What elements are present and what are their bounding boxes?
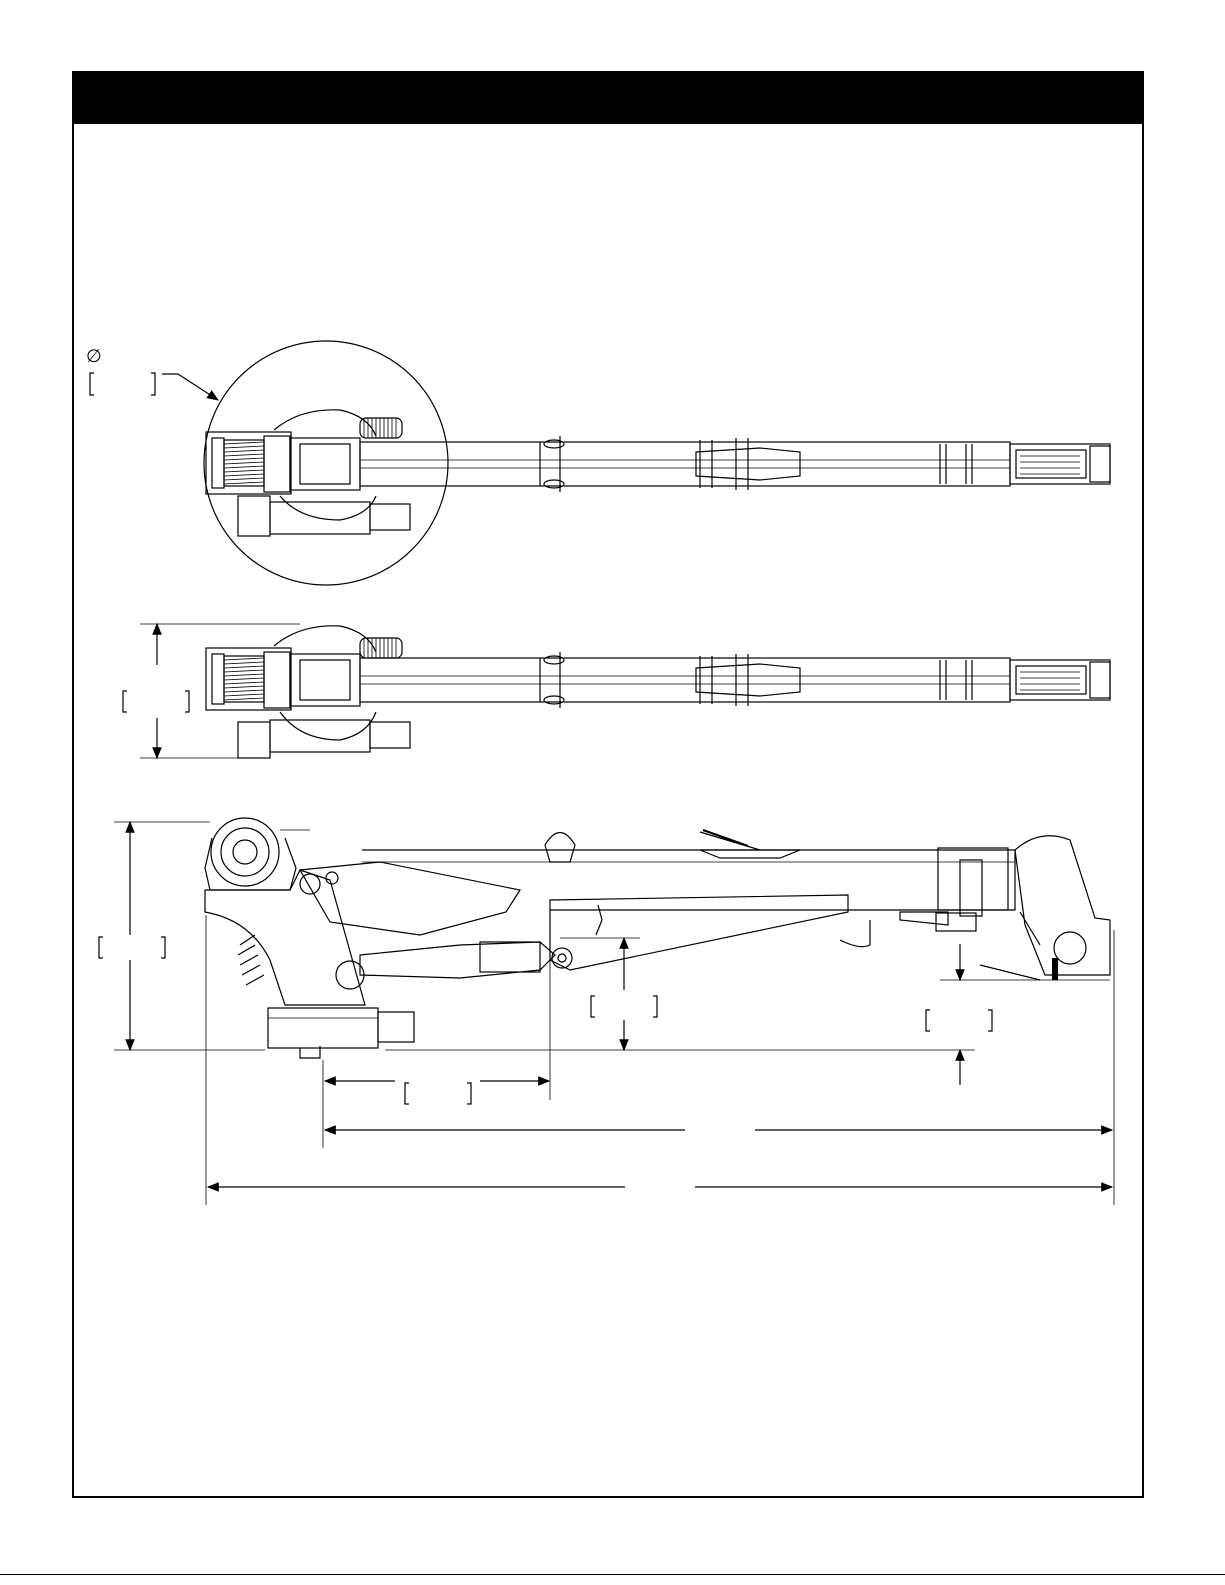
diameter-symbol: ∅: [86, 346, 102, 367]
dimension-bracket-height: [99, 937, 165, 958]
side-view: [205, 818, 1110, 1058]
dimension-bracket-tip: [926, 1010, 992, 1031]
top-view-with-swing-circle: [86, 341, 1110, 585]
boom-tip-sheave: [1015, 836, 1110, 975]
boom-section-top: [360, 442, 1010, 486]
dimension-bracket-width: [123, 691, 189, 712]
dimension-bracket-pivot: [591, 996, 657, 1017]
base-mount: [268, 1008, 378, 1048]
dimension-lines: [99, 822, 1114, 1205]
top-view-dimensioned: [123, 624, 1110, 758]
main-boom: [362, 850, 1015, 910]
dimension-bracket-diameter: [90, 373, 218, 400]
winch-drum-cable: [224, 440, 264, 486]
dimension-bracket-offset: [405, 1083, 471, 1104]
mast: [205, 870, 365, 1005]
